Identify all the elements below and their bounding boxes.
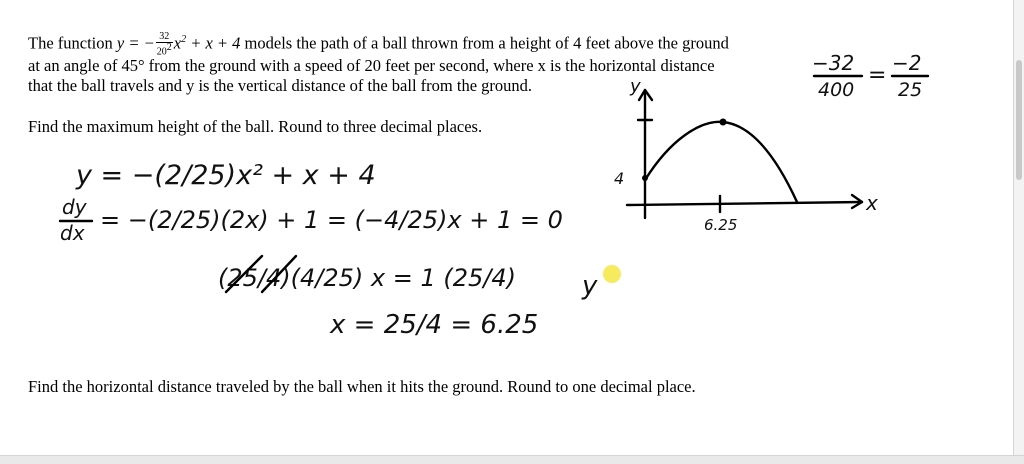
- result-line: x = 25/4 = 6.25: [330, 310, 539, 340]
- fraction-numerator: 32: [156, 32, 173, 43]
- equation-x: x: [173, 33, 182, 53]
- equation-y: y = −: [116, 33, 155, 53]
- derivative-dx: dx: [60, 221, 85, 245]
- vertical-scroll-thumb[interactable]: [1016, 60, 1022, 180]
- graph-vertex-x-label: 6.25: [704, 216, 738, 234]
- equation-x-exponent: 2: [181, 34, 187, 45]
- side-note-denominator-right: 25: [898, 79, 923, 101]
- derivative-rest: = −(2/25)(2x) + 1 = (−4/25)x + 1 = 0: [100, 206, 563, 234]
- equation-tail: + x + 4: [186, 33, 241, 53]
- problem-line-1-rest: models the path of a ball thrown from a height of 4 feet above the ground: [240, 33, 729, 53]
- parabola-curve: [645, 122, 797, 202]
- question-horizontal-distance: Find the horizontal distance traveled by the ball when it hits the ground. Round to one decimal place.: [28, 377, 696, 396]
- question-max-height: Find the maximum height of the ball. Round to three decimal places.: [28, 117, 483, 136]
- graph-x-label: x: [866, 191, 878, 215]
- derivative-dy: dy: [62, 195, 87, 219]
- side-note-numerator-left: −32: [812, 51, 855, 75]
- side-note-equals: =: [868, 63, 887, 88]
- vertical-scrollbar[interactable]: [1013, 0, 1024, 464]
- side-note-numerator-right: −2: [892, 51, 922, 75]
- side-note-simplification: [812, 51, 928, 101]
- derivative-line: [60, 195, 563, 245]
- cursor-highlight: [603, 265, 621, 283]
- fraction-denominator-exponent: 2: [166, 42, 172, 54]
- work-equation: y = −(2/25)x² + x + 4: [76, 160, 376, 191]
- problem-line-2: at an angle of 45° from the ground with a speed of 20 feet per second, where x is the horizontal distance: [28, 56, 715, 75]
- y-intercept-point: [642, 175, 648, 181]
- y-start-label: y: [582, 271, 598, 301]
- problem-line-3: that the ball travels and y is the vertical distance of the ball from the ground.: [28, 76, 533, 95]
- graph-y-label: y: [630, 76, 641, 97]
- x-axis: [627, 202, 862, 205]
- side-note-denominator-left: 400: [818, 79, 855, 101]
- vertex-point: [720, 119, 727, 126]
- fraction-denominator: 20: [156, 46, 167, 58]
- horizontal-scrollbar[interactable]: [0, 455, 1024, 464]
- graph-y-intercept-label: 4: [614, 169, 625, 188]
- solve-line: (25/4)(4/25) x = 1 (25/4): [218, 264, 516, 292]
- problem-intro: The function: [28, 33, 117, 53]
